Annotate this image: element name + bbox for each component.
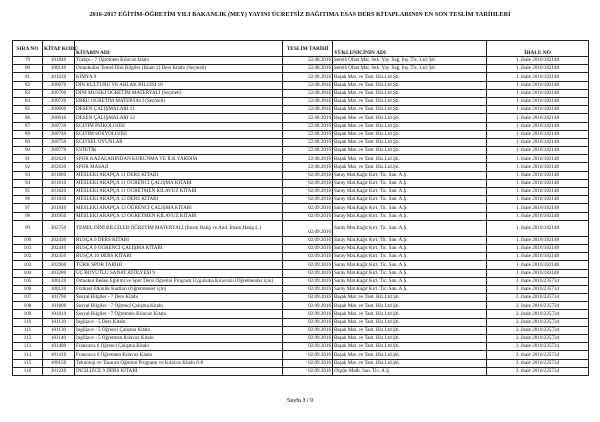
header-kitabin-adi: KİTABIN ADI bbox=[75, 41, 283, 57]
row-number: 110 bbox=[13, 318, 43, 326]
table-row bbox=[13, 147, 589, 155]
row-number: 100 bbox=[13, 236, 43, 244]
table-row bbox=[13, 261, 589, 269]
contractor-name: Başak Mat. ve Tant. Hiz.Ltd.Şti. bbox=[333, 122, 487, 130]
table-row bbox=[13, 171, 589, 179]
tender-number: 2. ihale 2016/235734 bbox=[487, 302, 589, 310]
delivery-date: 02.09.2016 bbox=[283, 326, 333, 334]
book-code: 202440 bbox=[43, 244, 75, 252]
row-number: 83 bbox=[13, 89, 43, 97]
delivery-date: 02.09.2016 bbox=[283, 236, 333, 244]
delivery-date: 02.09.2016 bbox=[283, 318, 333, 326]
header-teslim-tarihi: TESLİM TARİHİ bbox=[283, 41, 333, 57]
row-number: 109 bbox=[13, 310, 43, 318]
table-row bbox=[13, 114, 589, 122]
tender-number: 2. ihale 2016/235734 bbox=[487, 335, 589, 343]
table-row bbox=[13, 367, 589, 375]
book-name: Fransızca 6 Öğretmen Kılavuz Kitabı bbox=[75, 351, 283, 359]
table-row bbox=[13, 302, 589, 310]
tender-number: 1. ihale 2016/182148 bbox=[487, 204, 589, 212]
tender-number: 1. ihale 2016/182148 bbox=[487, 114, 589, 122]
row-number: 115 bbox=[13, 359, 43, 367]
book-name: RUSÇA 9 DERS KİTABI bbox=[75, 236, 283, 244]
book-name: MESLEKİ ARAPÇA 11 DERS KİTABI bbox=[75, 171, 283, 179]
tender-number: 1. ihale 2016/182148 bbox=[487, 97, 589, 105]
book-name: Ortaokul Beden Eğitimi ve Spor Dersi Öğretim Program Uygulama Kılavuzu (Öğretmenler için) bbox=[75, 277, 283, 285]
book-name: İngilizce - 5 Öğrenci Çalışma Kitabı bbox=[75, 326, 283, 334]
tender-number: 1. ihale 2016/182148 bbox=[487, 212, 589, 220]
delivery-date: 02.09.2016 bbox=[283, 343, 333, 351]
contractor-name: Semih Ofset Mat. Sek. Yay. Sağ. İnş. Tic. Ltd. Şti. bbox=[333, 57, 487, 65]
book-name: Teknoloji ve Tasarım Öğretim Programı ve Kılavuz Kitabı 6-8 bbox=[75, 359, 283, 367]
tender-number: 1. ihale 2016/182148 bbox=[487, 261, 589, 269]
contractor-name: Saray Mat.Kağıt Kırt. Tic. San. A.Ş. bbox=[333, 261, 487, 269]
contractor-name: Başak Mat. ve Tant. Hiz.Ltd.Şti. bbox=[333, 114, 487, 122]
delivery-date: 02.09.2016 bbox=[283, 171, 333, 179]
book-code: 202900 bbox=[43, 261, 75, 269]
contractor-name: Başak Mat. ve Tant. Hiz.Ltd.Şti. bbox=[333, 163, 487, 171]
tender-number: 2. ihale 2016/235734 bbox=[487, 326, 589, 334]
book-code: 100120 bbox=[43, 277, 75, 285]
contractor-name: Semih Ofset Mat. Sek. Yay. Sağ. İnş. Tic. Ltd. Şti. bbox=[333, 65, 487, 73]
book-code: 101140 bbox=[43, 335, 75, 343]
delivery-date: 02.09.2016 bbox=[283, 204, 333, 212]
book-name: EBRU ÖĞRETİM MATERYALİ (Seçmeli) bbox=[75, 97, 283, 105]
tender-number: 1. ihale 2016/182148 bbox=[487, 65, 589, 73]
tender-number: 1. ihale 2016/182148 bbox=[487, 269, 589, 277]
tender-number: 2. ihale 2016/235734 bbox=[487, 310, 589, 318]
book-code: 200610 bbox=[43, 114, 75, 122]
delivery-date: 22.08.2016 bbox=[283, 122, 333, 130]
table-row bbox=[13, 310, 589, 318]
table-row bbox=[13, 155, 589, 163]
delivery-date: 02.09.2016 bbox=[283, 179, 333, 187]
book-name: ESTETİK bbox=[75, 147, 283, 155]
book-code: 201830 bbox=[43, 196, 75, 204]
row-number: 79 bbox=[13, 57, 43, 65]
book-code: 200740 bbox=[43, 130, 75, 138]
contractor-name: Başak Mat. ve Tant. Hiz.Ltd.Şti. bbox=[333, 310, 487, 318]
delivery-date: 02.09.2016 bbox=[283, 351, 333, 359]
delivery-date: 02.09.2016 bbox=[283, 188, 333, 196]
book-code: 101800 bbox=[43, 302, 75, 310]
book-code: 201820 bbox=[43, 188, 75, 196]
book-name: ÜÇ BOYUTLU SANAT ATÖLYESİ 9 bbox=[75, 269, 283, 277]
contractor-name: Saray Mat.Kağıt Kırt. Tic. San. A.Ş. bbox=[333, 171, 487, 179]
book-code: 200600 bbox=[43, 106, 75, 114]
row-number: 102 bbox=[13, 253, 43, 261]
row-number: 89 bbox=[13, 138, 43, 146]
row-number: 93 bbox=[13, 171, 43, 179]
book-code: 202620 bbox=[43, 155, 75, 163]
book-name: RUSÇA 10 DERS KİTABI bbox=[75, 253, 283, 261]
table-row bbox=[13, 65, 589, 73]
delivery-date: 02.09.2016 bbox=[283, 220, 333, 236]
book-name: DESEN ÇALIŞMALARI 11 bbox=[75, 106, 283, 114]
contractor-name: Saray Mat.Kağıt Kırt. Tic. San. A.Ş. bbox=[333, 285, 487, 293]
table-row bbox=[13, 285, 589, 293]
row-number: 94 bbox=[13, 179, 43, 187]
row-number: 104 bbox=[13, 269, 43, 277]
book-name: MESLEKİ ARAPÇA 11 ÖĞRETMEN KILAVUZ KİTABI bbox=[75, 188, 283, 196]
row-number: 95 bbox=[13, 188, 43, 196]
book-code: 201850 bbox=[43, 212, 75, 220]
contractor-name: Saray Mat.Kağıt Kırt. Tic. San. A.Ş. bbox=[333, 188, 487, 196]
tender-number: 2. ihale 2016/235734 bbox=[487, 294, 589, 302]
book-name: Ortaokullar Temel Dini Bilgiler (İslam 2) Ders Kitabı (Seçmeli) bbox=[75, 65, 283, 73]
tender-number: 2. ihale 2016/235734 bbox=[487, 359, 589, 367]
book-name: Fransızca 6 Öğrenci Çalışma Kitabı bbox=[75, 343, 283, 351]
delivery-date: 02.09.2016 bbox=[283, 277, 333, 285]
book-code: 201840 bbox=[43, 204, 75, 212]
book-code: 203280 bbox=[43, 269, 75, 277]
delivery-date: 02.09.2016 bbox=[283, 261, 333, 269]
contractor-name: Başak Mat. ve Tant. Hiz.Ltd.Şti. bbox=[333, 318, 487, 326]
contractor-name: Başak Mat. ve Tant. Hiz.Ltd.Şti. bbox=[333, 97, 487, 105]
tender-number: 1. ihale 2016/182148 bbox=[487, 236, 589, 244]
row-number: 112 bbox=[13, 335, 43, 343]
tender-number: 1. ihale 2016/182148 bbox=[487, 196, 589, 204]
table-row bbox=[13, 163, 589, 171]
contractor-name: Başak Mat. ve Tant. Hiz.Ltd.Şti. bbox=[333, 335, 487, 343]
book-code: 200730 bbox=[43, 122, 75, 130]
book-code: 101810 bbox=[43, 310, 75, 318]
book-name: SPOR MASAJI bbox=[75, 163, 283, 171]
delivery-date: 02.09.2016 bbox=[283, 294, 333, 302]
contractor-name: Başak Mat. ve Tant. Hiz.Ltd.Şti. bbox=[333, 359, 487, 367]
book-name: İNGİLİZCE 9 DERS KİTABI bbox=[75, 367, 283, 375]
table-row bbox=[13, 351, 589, 359]
tender-number: 2. ihale 2016/235734 bbox=[487, 351, 589, 359]
contractor-name: Başak Mat. ve Tant. Hiz.Ltd.Şti. bbox=[333, 302, 487, 310]
delivery-date: 22.08.2016 bbox=[283, 97, 333, 105]
book-name: Sosyal Bilgiler - 7 Öğretmen Kılavuz Kitabı bbox=[75, 310, 283, 318]
book-code: 100140 bbox=[43, 65, 75, 73]
row-number: 92 bbox=[13, 163, 43, 171]
row-number: 105 bbox=[13, 277, 43, 285]
delivery-date: 02.09.2016 bbox=[283, 269, 333, 277]
header-kitap-kodu: KİTAP KODU bbox=[43, 41, 75, 57]
delivery-date: 02.09.2016 bbox=[283, 285, 333, 293]
contractor-name: Başak Mat. ve Tant. Hiz.Ltd.Şti. bbox=[333, 326, 487, 334]
page-number: Sayfa 3 / 9 bbox=[286, 398, 314, 404]
book-name: EĞİTSEL OYUNLAR bbox=[75, 138, 283, 146]
delivery-date: 22.08.2016 bbox=[283, 147, 333, 155]
book-code: 200700 bbox=[43, 89, 75, 97]
delivery-date: 22.08.2016 bbox=[283, 57, 333, 65]
tender-number: 1. ihale 2016/182148 bbox=[487, 244, 589, 252]
delivery-date: 02.09.2016 bbox=[283, 196, 333, 204]
table-row bbox=[13, 204, 589, 212]
table-row bbox=[13, 294, 589, 302]
delivery-date: 22.08.2016 bbox=[283, 114, 333, 122]
row-number: 116 bbox=[13, 367, 43, 375]
contractor-name: Özgün Matb. San. Tic. A.Ş. bbox=[333, 367, 487, 375]
tender-number: 1. ihale 2016/182148 bbox=[487, 188, 589, 196]
book-code: 101130 bbox=[43, 326, 75, 334]
book-name: Türkçe - 7 Öğretmen Kılavuz kitabı bbox=[75, 57, 283, 65]
table-row bbox=[13, 188, 589, 196]
table-row bbox=[13, 220, 589, 236]
row-number: 107 bbox=[13, 294, 43, 302]
table-body bbox=[13, 57, 589, 376]
book-name: TEMEL DİNİ BİLGİLER ÖĞRETİM MATERYALİ (İmam Hatip ve And. İmam Hatip L.) bbox=[75, 220, 283, 236]
tender-number: 2. ihale 2016/235734 bbox=[487, 277, 589, 285]
contractor-name: Saray Mat.Kağıt Kırt. Tic. San. A.Ş. bbox=[333, 212, 487, 220]
book-name: Sosyal Bilgiler - 7 Ders Kitabı bbox=[75, 294, 283, 302]
tender-number: 1. ihale 2016/182148 bbox=[487, 163, 589, 171]
book-code: 200750 bbox=[43, 138, 75, 146]
book-code: 101410 bbox=[43, 351, 75, 359]
table-row bbox=[13, 57, 589, 65]
contractor-name: Başak Mat. ve Tant. Hiz.Ltd.Şti. bbox=[333, 138, 487, 146]
contractor-name: Başak Mat. ve Tant. Hiz.Ltd.Şti. bbox=[333, 81, 487, 89]
row-number: 90 bbox=[13, 147, 43, 155]
delivery-date: 02.09.2016 bbox=[283, 310, 333, 318]
book-code: 101790 bbox=[43, 294, 75, 302]
row-number: 86 bbox=[13, 114, 43, 122]
tender-number: 1. ihale 2016/182148 bbox=[487, 73, 589, 81]
table-row bbox=[13, 244, 589, 252]
book-code: 201800 bbox=[43, 171, 75, 179]
tender-number: 1. ihale 2016/182148 bbox=[487, 89, 589, 97]
book-name: İngilizce - 5 Öğretmen Kılavuz Kitabı bbox=[75, 335, 283, 343]
delivery-dates-table bbox=[12, 40, 589, 376]
book-name: Sosyal Bilgiler - 7 Öğrenci Çalışma Kitabı bbox=[75, 302, 283, 310]
delivery-date: 22.08.2016 bbox=[283, 73, 333, 81]
book-name: MESLEKİ ARAPÇA 12 ÖĞRETMEN KILAVUZ KİTABI bbox=[75, 212, 283, 220]
tender-number: 1. ihale 2016/182148 bbox=[487, 179, 589, 187]
tender-number: 2. ihale 2016/235734 bbox=[487, 285, 589, 293]
book-code: 101400 bbox=[43, 343, 75, 351]
table-row bbox=[13, 277, 589, 285]
row-number: 80 bbox=[13, 65, 43, 73]
contractor-name: Başak Mat. ve Tant. Hiz.Ltd.Şti. bbox=[333, 130, 487, 138]
contractor-name: Başak Mat. ve Tant. Hiz.Ltd.Şti. bbox=[333, 351, 487, 359]
contractor-name: Saray Mat.Kağıt Kırt. Tic. San. A.Ş. bbox=[333, 269, 487, 277]
table-row bbox=[13, 106, 589, 114]
table-row bbox=[13, 97, 589, 105]
table-row bbox=[13, 326, 589, 334]
contractor-name: Saray Mat.Kağıt Kırt. Tic. San. A.Ş. bbox=[333, 277, 487, 285]
table-row bbox=[13, 73, 589, 81]
tender-number: 2. ihale 2016/235734 bbox=[487, 367, 589, 375]
contractor-name: Başak Mat. ve Tant. Hiz.Ltd.Şti. bbox=[333, 155, 487, 163]
row-number: 103 bbox=[13, 261, 43, 269]
header-ihale-no: İHALE NO bbox=[487, 41, 589, 57]
contractor-name: Saray Mat.Kağıt Kırt. Tic. San. A.Ş. bbox=[333, 253, 487, 261]
book-code: 201220 bbox=[43, 367, 75, 375]
book-name: DESEN ÇALIŞMALARI 12 bbox=[75, 114, 283, 122]
delivery-date: 02.09.2016 bbox=[283, 367, 333, 375]
book-code: 100150 bbox=[43, 359, 75, 367]
row-number: 111 bbox=[13, 326, 43, 334]
delivery-date: 22.08.2016 bbox=[283, 138, 333, 146]
table-row bbox=[13, 130, 589, 138]
row-number: 108 bbox=[13, 302, 43, 310]
row-number: 81 bbox=[13, 73, 43, 81]
delivery-date: 02.09.2016 bbox=[283, 253, 333, 261]
table-row bbox=[13, 253, 589, 261]
contractor-name: Saray Mat.Kağıt Kırt. Tic. San. A.Ş. bbox=[333, 179, 487, 187]
delivery-date: 02.09.2016 bbox=[283, 244, 333, 252]
table-row bbox=[13, 138, 589, 146]
book-name: KİMYA 9 bbox=[75, 73, 283, 81]
delivery-date: 22.08.2016 bbox=[283, 81, 333, 89]
table-row bbox=[13, 318, 589, 326]
table-row bbox=[13, 179, 589, 187]
row-number: 113 bbox=[13, 343, 43, 351]
contractor-name: Saray Mat.Kağıt Kırt. Tic. San. A.Ş. bbox=[333, 244, 487, 252]
book-name: RUSÇA 9 ÖĞRENCİ ÇALIŞMA KİTABI bbox=[75, 244, 283, 252]
contractor-name: Başak Mat. ve Tant. Hiz.Ltd.Şti. bbox=[333, 73, 487, 81]
delivery-date: 22.08.2016 bbox=[283, 130, 333, 138]
row-number: 91 bbox=[13, 155, 43, 163]
book-name: EĞİTİM PSİKOLOJİSİ bbox=[75, 122, 283, 130]
book-name: Fiziksel Etkinlik Kartları (Öğretmenler için) bbox=[75, 285, 283, 293]
table-row bbox=[13, 269, 589, 277]
delivery-date: 22.08.2016 bbox=[283, 65, 333, 73]
book-code: 201810 bbox=[43, 179, 75, 187]
row-number: 99 bbox=[13, 220, 43, 236]
tender-number: 1. ihale 2016/182148 bbox=[487, 253, 589, 261]
delivery-date: 02.09.2016 bbox=[283, 212, 333, 220]
book-code: 201620 bbox=[43, 73, 75, 81]
row-number: 106 bbox=[13, 285, 43, 293]
tender-number: 1. ihale 2016/182148 bbox=[487, 138, 589, 146]
row-number: 87 bbox=[13, 122, 43, 130]
header-yuklenicinin-adi: YÜKLENİCİNİN ADI bbox=[333, 41, 487, 57]
delivery-date: 22.08.2016 bbox=[283, 89, 333, 97]
book-name: MESLEKİ ARAPÇA 12 ÖĞRENCİ ÇALIŞMA KİTABI bbox=[75, 204, 283, 212]
contractor-name: Başak Mat. ve Tant. Hiz.Ltd.Şti. bbox=[333, 294, 487, 302]
book-name: İngilizce - 5 Ders Kitabı bbox=[75, 318, 283, 326]
delivery-date: 22.08.2016 bbox=[283, 106, 333, 114]
book-code: 101120 bbox=[43, 318, 75, 326]
table-row bbox=[13, 81, 589, 89]
tender-number: 1. ihale 2016/182148 bbox=[487, 57, 589, 65]
row-number: 82 bbox=[13, 81, 43, 89]
contractor-name: Başak Mat. ve Tant. Hiz.Ltd.Şti. bbox=[333, 147, 487, 155]
row-number: 98 bbox=[13, 212, 43, 220]
book-code: 202630 bbox=[43, 163, 75, 171]
tender-number: 1. ihale 2016/182148 bbox=[487, 155, 589, 163]
table-row bbox=[13, 236, 589, 244]
tender-number: 1. ihale 2016/182148 bbox=[487, 147, 589, 155]
delivery-date: 02.09.2016 bbox=[283, 359, 333, 367]
contractor-name: Başak Mat. ve Tant. Hiz.Ltd.Şti. bbox=[333, 106, 487, 114]
contractor-name: Başak Mat. ve Tant. Hiz.Ltd.Şti. bbox=[333, 343, 487, 351]
book-code: 202450 bbox=[43, 253, 75, 261]
row-number: 88 bbox=[13, 130, 43, 138]
book-code: 200770 bbox=[43, 147, 75, 155]
table-row bbox=[13, 343, 589, 351]
contractor-name: Başak Mat. ve Tant. Hiz.Ltd.Şti. bbox=[333, 89, 487, 97]
book-code: 200720 bbox=[43, 97, 75, 105]
table-row bbox=[13, 196, 589, 204]
tender-number: 1. ihale 2016/182148 bbox=[487, 122, 589, 130]
tender-number: 1. ihale 2016/182148 bbox=[487, 81, 589, 89]
contractor-name: Saray Mat.Kağıt Kırt. Tic. San. A.Ş. bbox=[333, 204, 487, 212]
table-row bbox=[13, 335, 589, 343]
tender-number: 1. ihale 2016/182148 bbox=[487, 171, 589, 179]
book-name: EĞİTİM SOSYOLOJİSİ bbox=[75, 130, 283, 138]
book-code: 100120 bbox=[43, 285, 75, 293]
book-code: 202430 bbox=[43, 236, 75, 244]
book-code: 101840 bbox=[43, 57, 75, 65]
book-name: DİN KÜLTÜRÜ VE AHLAK BİLGİSİ 10 bbox=[75, 81, 283, 89]
row-number: 101 bbox=[13, 244, 43, 252]
tender-number: 2. ihale 2016/235734 bbox=[487, 343, 589, 351]
delivery-date: 02.09.2016 bbox=[283, 335, 333, 343]
book-name: MESLEKİ ARAPÇA 12 DERS KİTABI bbox=[75, 196, 283, 204]
table-row bbox=[13, 212, 589, 220]
book-name: TÜRK SPOR TARİHİ bbox=[75, 261, 283, 269]
table-row bbox=[13, 122, 589, 130]
row-number: 114 bbox=[13, 351, 43, 359]
page-title: 2016-2017 EĞİTİM-ÖĞRETİM YILI BAKANLIK (MEY) YAYINI ÜCRETSİZ DAĞITIMA ESAS DERS KİTAPLARININ EN SON TESLİM TARİHLERİ bbox=[89, 11, 511, 18]
book-code: 200670 bbox=[43, 81, 75, 89]
contractor-name: Saray Mat.Kağıt Kırt. Tic. San. A.Ş. bbox=[333, 236, 487, 244]
book-code: 202750 bbox=[43, 220, 75, 236]
contractor-name: Saray Mat.Kağıt Kırt. Tic. San. A.Ş. bbox=[333, 196, 487, 204]
row-number: 97 bbox=[13, 204, 43, 212]
table-header-row bbox=[13, 41, 589, 57]
tender-number: 1. ihale 2016/182148 bbox=[487, 130, 589, 138]
book-name: MESLEKİ ARAPÇA 11 ÖĞRENCİ ÇALIŞMA KİTABI bbox=[75, 179, 283, 187]
row-number: 96 bbox=[13, 196, 43, 204]
delivery-date: 02.09.2016 bbox=[283, 302, 333, 310]
header-sira-no: SIRA NO bbox=[13, 41, 43, 57]
row-number: 84 bbox=[13, 97, 43, 105]
row-number: 85 bbox=[13, 106, 43, 114]
book-name: SPOR KAZALARINDAN KORUNMA VE İLK YARDIM bbox=[75, 155, 283, 163]
delivery-date: 22.08.2016 bbox=[283, 163, 333, 171]
table-row bbox=[13, 359, 589, 367]
book-name: DİNİ MUSİKİ ÖĞRETİM MATERYALİ (Seçmeli) bbox=[75, 89, 283, 97]
tender-number: 1. ihale 2016/182148 bbox=[487, 106, 589, 114]
tender-number: 1. ihale 2016/182148 bbox=[487, 220, 589, 236]
contractor-name: Saray Mat.Kağıt Kırt. Tic. San. A.Ş. bbox=[333, 220, 487, 236]
tender-number: 2. ihale 2016/235734 bbox=[487, 318, 589, 326]
table-row bbox=[13, 89, 589, 97]
delivery-date: 22.08.2016 bbox=[283, 155, 333, 163]
